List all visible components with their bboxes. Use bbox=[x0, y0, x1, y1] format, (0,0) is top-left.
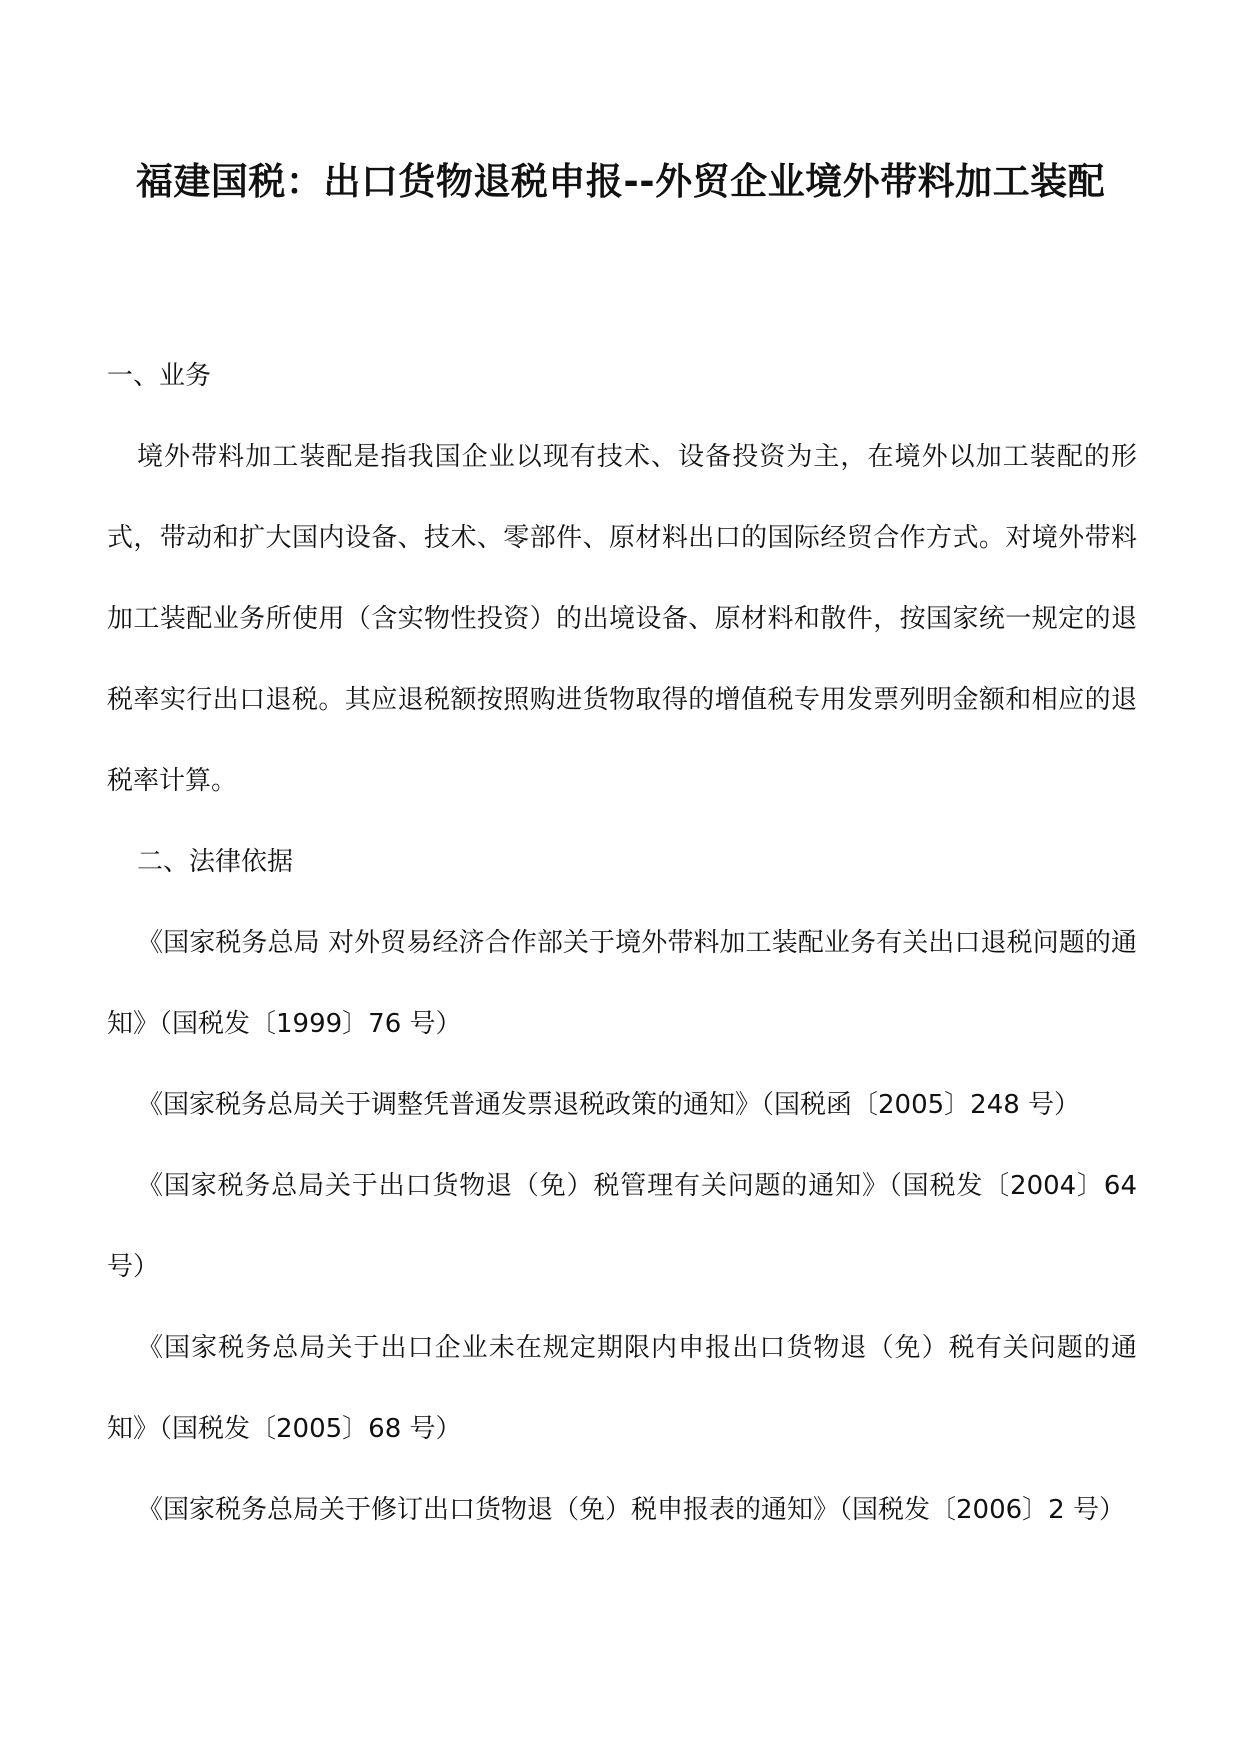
document-title: 福建国税：出口货物退税申报--外贸企业境外带料加工装配 bbox=[135, 160, 1106, 203]
legal-reference-3: 《国家税务总局关于出口货物退（免）税管理有关问题的通知》（国税发〔2004〕64 号） bbox=[107, 1171, 1137, 1282]
section-heading-business: 一、业务 bbox=[107, 361, 212, 391]
document-body bbox=[107, 336, 1137, 1551]
legal-reference-2: 《国家税务总局关于调整凭普通发票退税政策的通知》（国税函〔2005〕248 号） bbox=[137, 1090, 1081, 1120]
business-paragraph: 境外带料加工装配是指我国企业以现有技术、设备投资为主，在境外以加工装配的形式，带动和扩大国内设备、技术、零部件、原材料出口的国际经贸合作方式。对境外带料加工装配业务所使用（含实物性投资）的出境设备、原材料和散件，按国家统一规定的退税率实行出口退税。其应退税额按照购进货物取得的增值税专用发票列明金额和相应的退税率计算。 bbox=[107, 442, 1137, 796]
section-heading-legal-basis: 二、法律依据 bbox=[137, 847, 294, 877]
legal-reference-1: 《国家税务总局 对外贸易经济合作部关于境外带料加工装配业务有关出口退税问题的通知》（国税发〔1999〕76 号） bbox=[107, 928, 1137, 1039]
legal-reference-5: 《国家税务总局关于修订出口货物退（免）税申报表的通知》（国税发〔2006〕2 号） bbox=[137, 1495, 1125, 1525]
legal-reference-4: 《国家税务总局关于出口企业未在规定期限内申报出口货物退（免）税有关问题的通知》（国税发〔2005〕68 号） bbox=[107, 1333, 1137, 1444]
